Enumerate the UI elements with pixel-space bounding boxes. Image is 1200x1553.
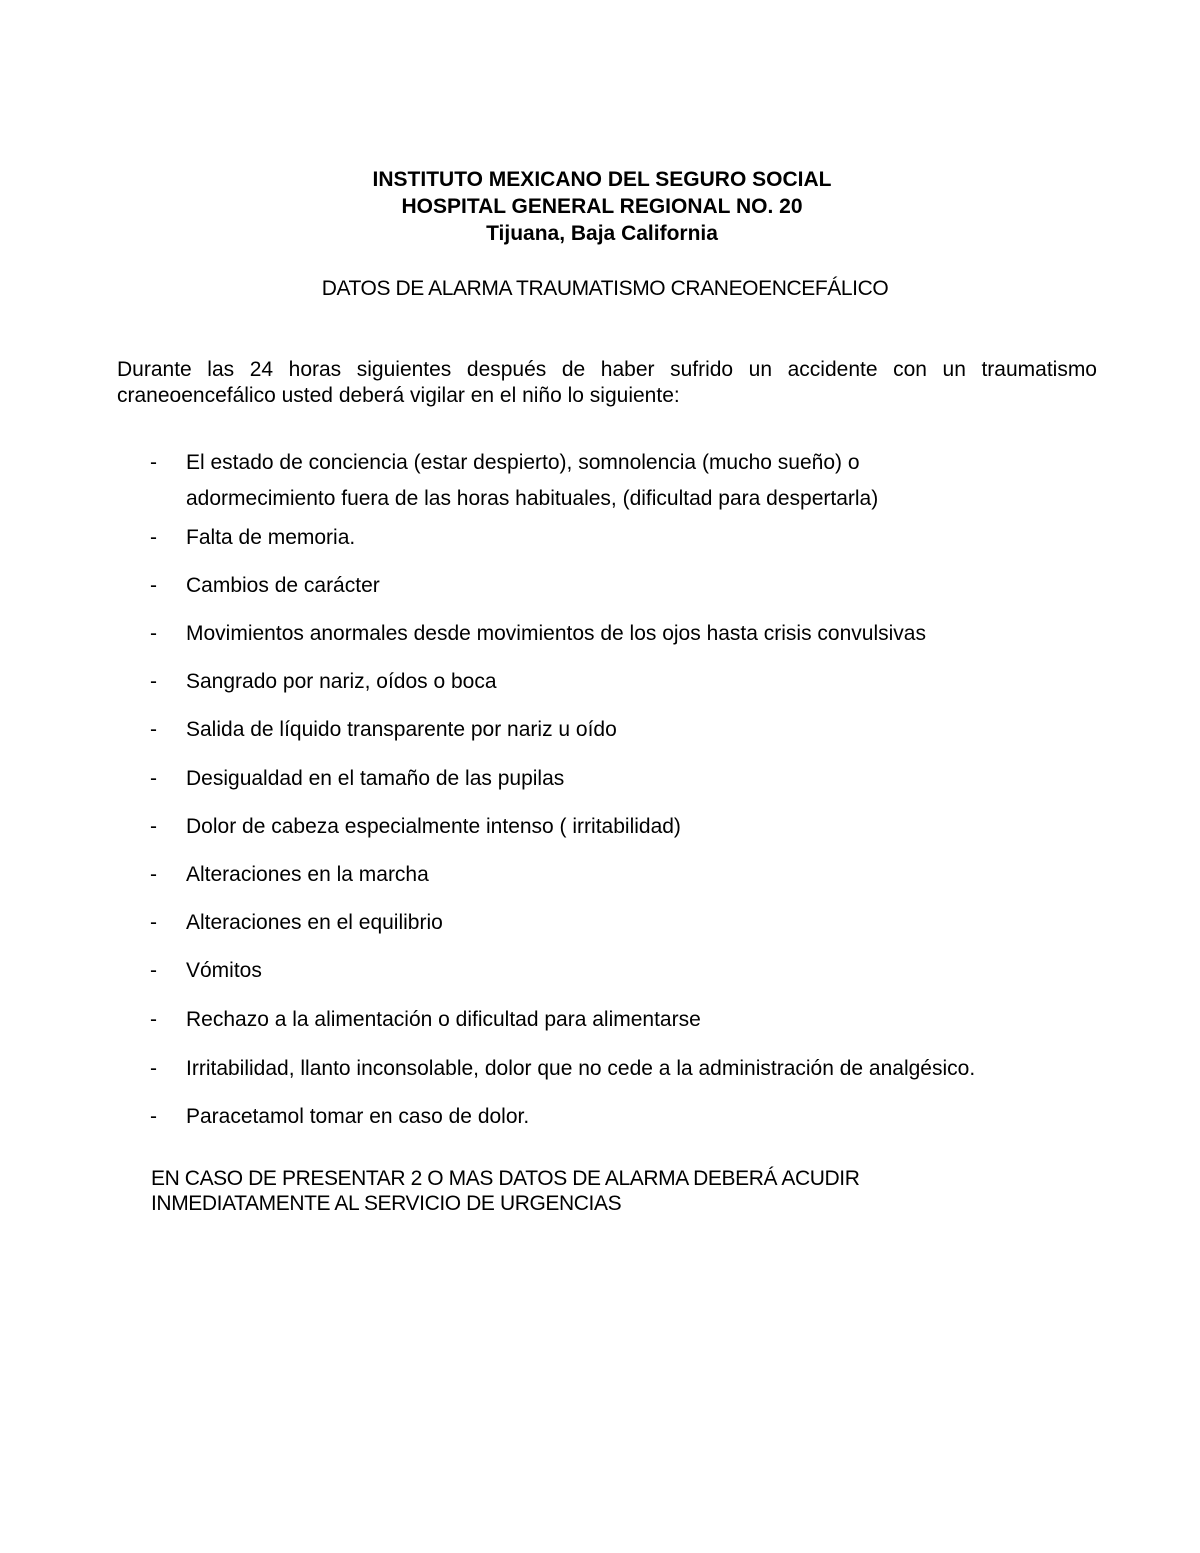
list-item-text: Alteraciones en el equilibrio	[186, 911, 443, 934]
list-item-text: Salida de líquido transparente por nariz u oído	[186, 718, 617, 741]
bullet-dash: -	[150, 622, 157, 645]
intro-paragraph: Durante las 24 horas siguientes después de haber sufrido un accidente con un traumatismo craneoencefálico usted deberá vigilar en el niño lo siguiente:	[117, 358, 1097, 407]
list-item-text: Vómitos	[186, 959, 262, 982]
warning-line-continued: INMEDIATAMENTE AL SERVICIO DE URGENCIAS	[151, 1192, 622, 1215]
list-item-text: Paracetamol tomar en caso de dolor.	[186, 1105, 530, 1128]
emergency-warning	[151, 1166, 1051, 1216]
list-item-text: Rechazo a la alimentación o dificultad para alimentarse	[186, 1008, 701, 1031]
bullet-dash: -	[150, 718, 157, 741]
list-item-text: Falta de memoria.	[186, 526, 356, 549]
bullet-dash: -	[150, 1105, 157, 1128]
bullet-dash: -	[150, 863, 157, 886]
bullet-dash: -	[150, 959, 157, 982]
hospital-name: HOSPITAL GENERAL REGIONAL NO. 20	[401, 195, 803, 218]
bullet-dash: -	[150, 767, 157, 790]
bullet-dash: -	[150, 815, 157, 838]
list-item-text: Alteraciones en la marcha	[186, 863, 429, 886]
hospital-location: Tijuana, Baja California	[486, 222, 718, 245]
list-item-text: Dolor de cabeza especialmente intenso ( irritabilidad)	[186, 815, 681, 838]
warning-line: EN CASO DE PRESENTAR 2 O MAS DATOS DE ALARMA DEBERÁ ACUDIR	[151, 1167, 860, 1190]
bullet-dash: -	[150, 911, 157, 934]
bullet-dash: -	[150, 451, 157, 474]
bullet-dash: -	[150, 526, 157, 549]
bullet-dash: -	[150, 1008, 157, 1031]
institution-name: INSTITUTO MEXICANO DEL SEGURO SOCIAL	[372, 168, 832, 191]
list-item-text: Sangrado por nariz, oídos o boca	[186, 670, 497, 693]
bullet-dash: -	[150, 1057, 157, 1080]
bullet-dash: -	[150, 670, 157, 693]
list-item-text: Desigualdad en el tamaño de las pupilas	[186, 767, 565, 790]
document-title: DATOS DE ALARMA TRAUMATISMO CRANEOENCEFÁLICO	[321, 277, 889, 300]
list-item-text: Irritabilidad, llanto inconsolable, dolor que no cede a la administración de analgésico.	[186, 1057, 976, 1080]
list-item-text: Cambios de carácter	[186, 574, 380, 597]
bullet-dash: -	[150, 574, 157, 597]
list-item-text-continued: adormecimiento fuera de las horas habituales, (dificultad para despertarla)	[186, 487, 879, 510]
list-item-text: El estado de conciencia (estar despierto), somnolencia (mucho sueño) o	[186, 451, 860, 474]
list-item-text: Movimientos anormales desde movimientos de los ojos hasta crisis convulsivas	[186, 622, 926, 645]
